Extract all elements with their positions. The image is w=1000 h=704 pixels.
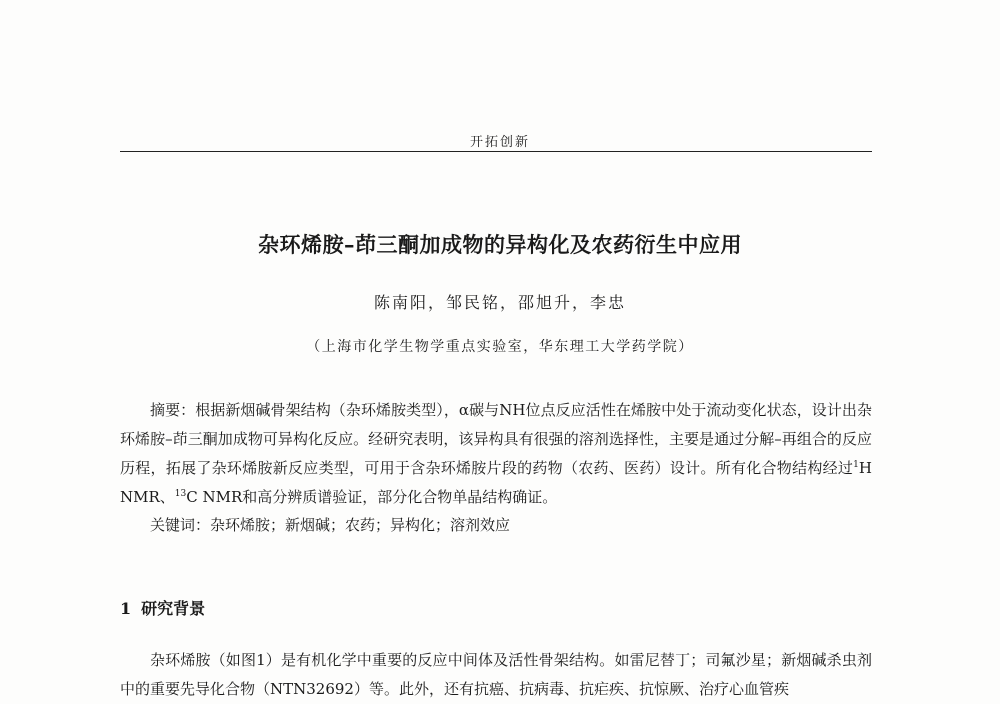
section-heading	[120, 596, 205, 619]
abstract-text-2: H NMR、	[120, 459, 872, 506]
section-number: 1	[120, 599, 132, 618]
paper-title: 杂环烯胺–茚三酮加成物的异构化及农药衍生中应用	[258, 232, 742, 257]
keywords: 关键词：杂环烯胺；新烟碱；农药；异构化；溶剂效应	[150, 516, 511, 534]
abstract	[120, 396, 872, 512]
superscript-13: 13	[174, 489, 187, 499]
abstract-paragraph	[120, 396, 872, 512]
body-text	[120, 646, 872, 704]
superscript-1: 1	[853, 460, 859, 470]
running-head: 开拓创新	[469, 135, 530, 150]
abstract-text-1: 摘要：根据新烟碱骨架结构（杂环烯胺类型），α碳与NH位点反应活性在烯胺中处于流动变化状态，设计出杂环烯胺–茚三酮加成物可异构化反应。经研究表明，该异构具有很强的溶剂选择性，主要是通过分解–再组合的反应历程，拓展了杂环烯胺新反应类型，可用于含杂环烯胺片段的药物（农药、医药）设计。所有化合物结构经过	[120, 401, 872, 477]
affiliation: （上海市化学生物学重点实验室，华东理工大学药学院）	[306, 339, 694, 355]
abstract-text-3: C NMR和高分辨质谱验证，部分化合物单晶结构确证。	[186, 488, 558, 506]
body-paragraph: 杂环烯胺（如图1）是有机化学中重要的反应中间体及活性骨架结构。如雷尼替丁；司氟沙星；新烟碱杀虫剂中的重要先导化合物（NTN32692）等。此外，还有抗癌、抗病毒、抗疟疾、抗惊厥、治疗心血管疾	[120, 651, 872, 698]
header-rule	[120, 151, 872, 152]
author-list: 陈南阳，邹民铭，邵旭升，李忠	[373, 293, 626, 312]
section-title-text: 研究背景	[141, 599, 206, 618]
